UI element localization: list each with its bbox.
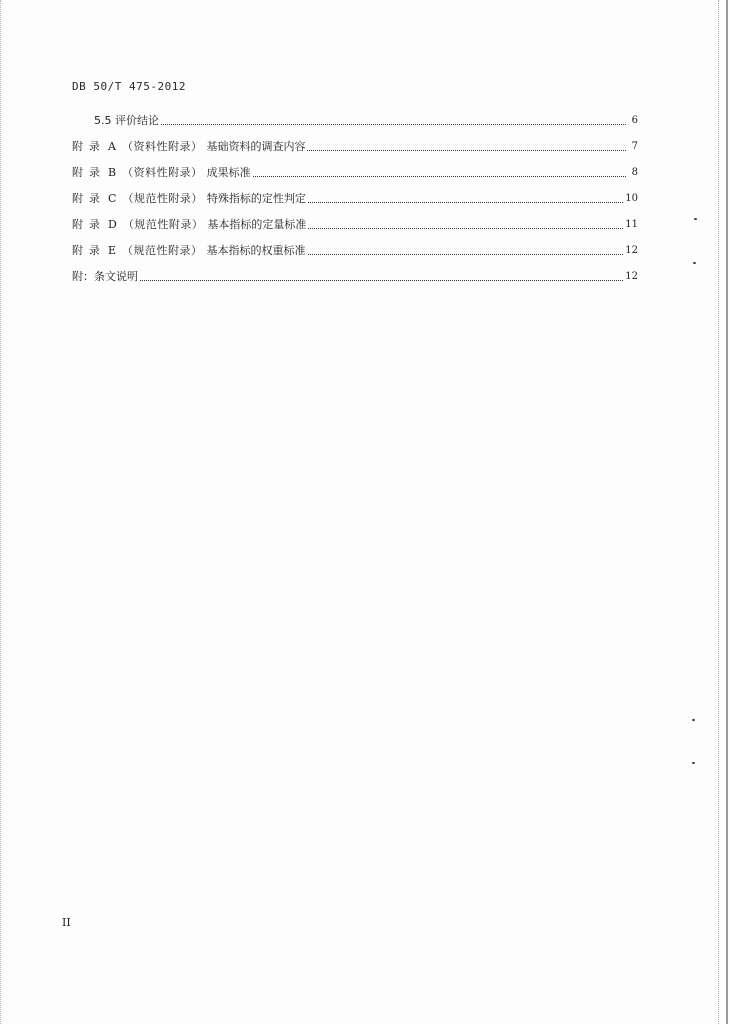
toc-entry[interactable] xyxy=(72,242,638,258)
toc-entry-page: 12 xyxy=(625,271,638,282)
toc-entry-letter: A xyxy=(108,140,116,153)
toc-entry-letter: B xyxy=(108,166,117,179)
toc-entry[interactable] xyxy=(72,268,638,284)
toc-entry-kind: （规范性附录） xyxy=(122,218,204,231)
toc-leader xyxy=(308,201,623,203)
toc-entry-title: 基本指标的定量标准 xyxy=(207,218,307,231)
toc-entry-title: 5.5 评价结论 xyxy=(94,114,159,127)
toc-entry-prefix: 附录 xyxy=(72,166,106,179)
scan-speck xyxy=(694,218,697,220)
toc-entry-letter: D xyxy=(108,218,117,231)
toc-leader xyxy=(308,253,624,255)
toc-entry-kind: （资料性附录） xyxy=(122,166,203,179)
toc-leader xyxy=(307,149,626,151)
scan-speck xyxy=(693,262,696,264)
document-code: DB 50/T 475-2012 xyxy=(72,80,186,93)
toc-entry-prefix: 附录 xyxy=(72,140,106,153)
toc-entry-page: 6 xyxy=(631,115,638,126)
toc-leader xyxy=(253,175,626,177)
toc-entry[interactable] xyxy=(72,138,638,154)
toc-entry-letter: C xyxy=(108,192,117,205)
toc-entry-title: 基本指标的权重标准 xyxy=(206,244,306,257)
toc-entry-title: 附：条文说明 xyxy=(72,270,138,283)
toc-entry-page: 12 xyxy=(625,245,638,256)
toc-entry-letter: E xyxy=(108,244,117,257)
toc-entry[interactable] xyxy=(72,216,638,232)
toc-entry-page: 7 xyxy=(631,141,638,152)
toc-entry-page: 8 xyxy=(631,167,638,178)
toc-leader xyxy=(140,279,623,281)
toc-entry-kind: （规范性附录） xyxy=(122,192,203,205)
scan-speck xyxy=(692,719,695,721)
toc-entry-page: 10 xyxy=(625,193,638,204)
toc-entry-title: 基础资料的调查内容 xyxy=(206,140,306,153)
toc-leader xyxy=(161,123,626,125)
toc-entry-kind: （资料性附录） xyxy=(121,140,203,153)
toc-entry-title: 特殊指标的定性判定 xyxy=(206,192,306,205)
toc-entry[interactable] xyxy=(72,164,638,180)
toc-entry-prefix: 附录 xyxy=(72,218,106,231)
toc-entry-page: 11 xyxy=(625,219,638,230)
toc-entry-prefix: 附录 xyxy=(72,244,106,257)
scan-right-edge xyxy=(718,0,728,1024)
toc-entry-title: 成果标准 xyxy=(206,166,251,179)
page-number: II xyxy=(62,916,71,929)
scan-left-edge xyxy=(0,0,4,1024)
scan-speck xyxy=(692,762,695,764)
toc-entry-kind: （规范性附录） xyxy=(122,244,203,257)
toc-entry[interactable] xyxy=(72,190,638,206)
toc-entry-prefix: 附录 xyxy=(72,192,106,205)
toc-entry[interactable] xyxy=(72,112,638,128)
toc-leader xyxy=(308,227,623,229)
